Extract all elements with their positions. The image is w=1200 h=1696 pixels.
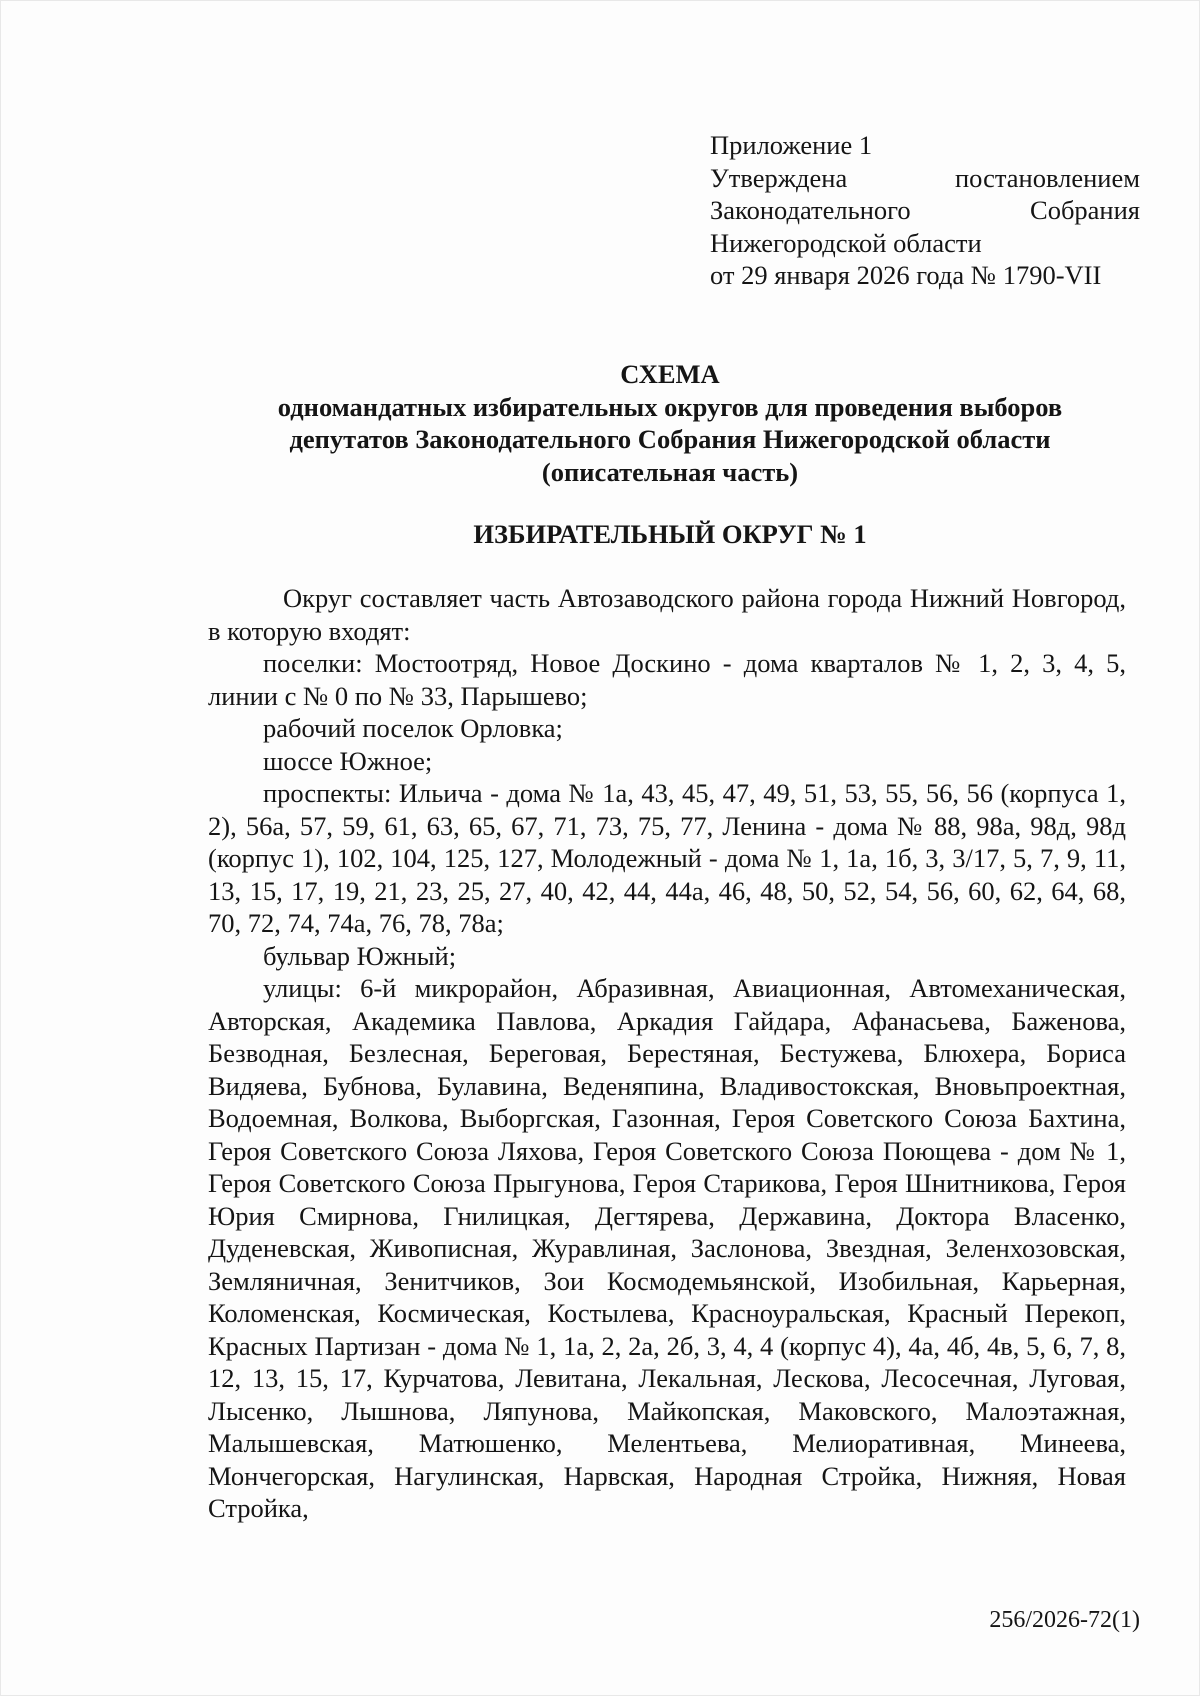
appendix-approved-right: постановлением — [955, 162, 1140, 193]
appendix-assembly-left: Законодательного — [710, 195, 911, 225]
heading-line-4: (описательная часть) — [541, 456, 799, 487]
appendix-title: Приложение 1 — [710, 130, 873, 160]
heading-line-2: одномандатных избирательных округов для проведения выборов — [277, 391, 1063, 422]
appendix-block — [710, 129, 1140, 292]
paragraph-settlements: поселки: Мостоотряд, Новое Доскино - дома кварталов № 1, 2, 3, 4, 5, линии с № 0 по № 33, Парышево; — [208, 648, 1126, 711]
district-title: ИЗБИРАТЕЛЬНЫЙ ОКРУГ № 1 — [473, 519, 867, 549]
appendix-region: Нижегородской области — [710, 227, 982, 258]
document-heading — [200, 358, 1140, 488]
paragraph-highway: шоссе Южное; — [263, 745, 433, 776]
appendix-approved-line — [710, 162, 1140, 195]
appendix-date-number: от 29 января 2026 года № 1790-VII — [710, 260, 1102, 290]
appendix-approved-left: Утверждена — [710, 162, 848, 193]
heading-line-1: СХЕМА — [620, 359, 720, 389]
paragraph-streets: улицы: 6-й микрорайон, Абразивная, Авиационная, Автомеханическая, Авторская, Академика Павлова, Аркадия Гайдара, Афанасьева, Баженова, Безводная, Безлесная, Береговая, Берестяная, Бестужева, Блюхера, Бориса Видяева, Бубнова, Булавина, Веденяпина, Владивостокская, Вновьпроектная, Водоемная, Волкова, Выборгская, Газонная, Героя Советского Союза Бахтина, Героя Советского Союза Ляхова, Героя Советского Союза Поющева - дом № 1, Героя Советского Союза Прыгунова, Героя Старикова, Героя Шнитникова, Героя Юрия Смирнова, Гнилицкая, Дегтярева, Державина, Доктора Власенко, Дуденевская, Живописная, Журавлиная, Заслонова, Звездная, Зеленхозовская, Земляничная, Зенитчиков, Зои Космодемьянской, Изобильная, Карьерная, Коломенская, Космическая, Костылева, Красноуральская, Красный Перекоп, Красных Партизан - дома № 1, 1а, 2, 2а, 2б, 3, 4, 4 (корпус 4), 4а, 4б, 4в, 5, 6, 7, 8, 12, 13, 15, 17, Курчатова, Левитана, Лекальная, Лескова, Лесосечная, Луговая, Лысенко, Лышнова, Ляпунова, Майкопская, Маковского, Малоэтажная, Малышевская, Матюшенко, Мелентьева, Мелиоративная, Минеева, Мончегорская, Нагулинская, Нарвская, Народная Стройка, Нижняя, Новая Стройка, — [208, 973, 1126, 1523]
document-registration-code: 256/2026-72(1) — [989, 1607, 1140, 1633]
appendix-assembly-right: Собрания — [1030, 195, 1140, 225]
paragraph-intro: Округ составляет часть Автозаводского района города Нижний Новгород, в которую входят: — [208, 583, 1126, 646]
paragraph-avenues: проспекты: Ильича - дома № 1а, 43, 45, 47, 49, 51, 53, 55, 56, 56 (корпуса 1, 2), 56а, 57, 59, 61, 63, 65, 67, 71, 73, 75, 77, Ленина - дома № 88, 98а, 98д, 98д (корпус 1), 102, 104, 125, 127, Молодежный - дома № 1, 1а, 1б, 3, 3/17, 5, 7, 9, 11, 13, 15, 17, 19, 21, 23, 25, 27, 40, 42, 44, 44а, 46, 48, 50, 52, 54, 56, 60, 62, 64, 68, 70, 72, 74, 74а, 76, 78, 78а; — [208, 778, 1126, 938]
appendix-assembly-line — [710, 194, 1140, 227]
district-description — [208, 582, 1126, 1525]
heading-line-3: депутатов Законодательного Собрания Нижегородской области — [289, 424, 1051, 454]
paragraph-workers-settlement: рабочий поселок Орловка; — [263, 713, 563, 743]
paragraph-boulevard: бульвар Южный; — [263, 940, 457, 971]
